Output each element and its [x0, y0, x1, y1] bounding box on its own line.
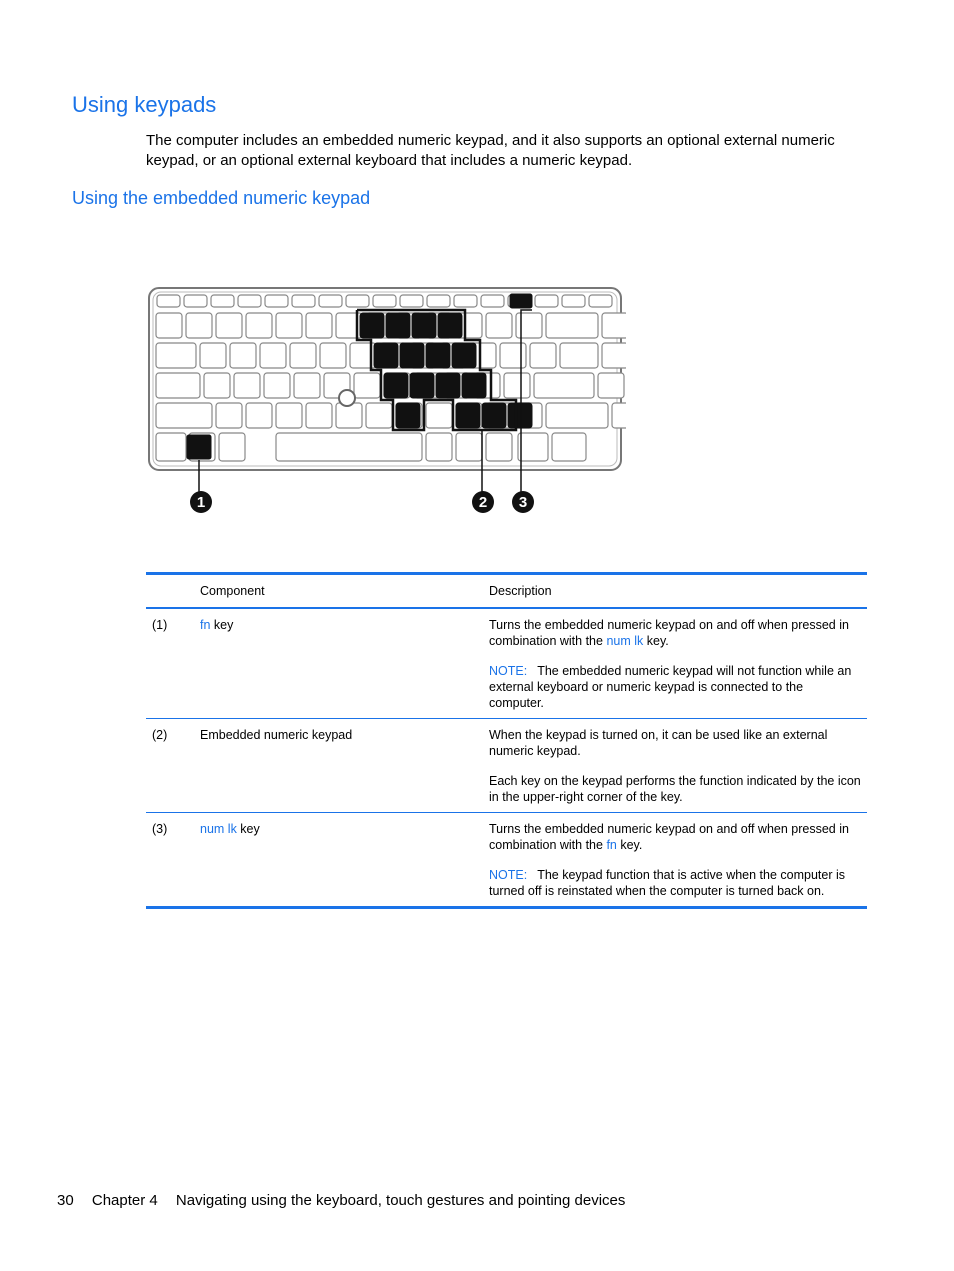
components-table — [146, 572, 867, 909]
key — [552, 433, 586, 461]
keypad-key — [374, 343, 398, 368]
key — [481, 295, 504, 307]
key — [373, 295, 396, 307]
key — [319, 295, 342, 307]
key — [602, 343, 626, 368]
keypad-key — [436, 373, 460, 398]
key — [612, 403, 626, 428]
key — [400, 295, 423, 307]
header-component: Component — [200, 584, 265, 598]
key — [219, 433, 245, 461]
key — [427, 295, 450, 307]
key — [530, 343, 556, 368]
key — [276, 313, 302, 338]
keypad-key — [438, 313, 462, 338]
key — [560, 343, 598, 368]
table-row — [146, 719, 867, 813]
description-text: Each key on the keypad performs the function indicated by the icon in the upper-right corner of the key. — [489, 774, 861, 804]
key — [290, 343, 316, 368]
table-row — [146, 608, 867, 719]
key — [216, 403, 242, 428]
key — [454, 295, 477, 307]
header-number — [146, 574, 194, 609]
key — [306, 403, 332, 428]
keypad-key — [386, 313, 410, 338]
key — [156, 373, 200, 398]
table-row — [146, 813, 867, 908]
key — [186, 313, 212, 338]
component-text: key — [210, 618, 234, 632]
key — [504, 373, 530, 398]
key — [156, 313, 182, 338]
header-description: Description — [489, 584, 552, 598]
keypad-key — [412, 313, 436, 338]
note — [489, 867, 861, 899]
key — [486, 313, 512, 338]
key — [265, 295, 288, 307]
key — [516, 313, 542, 338]
callout-number: 2 — [478, 494, 488, 511]
component-text: key — [236, 822, 260, 836]
key — [156, 433, 186, 461]
key — [354, 373, 380, 398]
key — [200, 343, 226, 368]
page-number: 30 — [57, 1192, 74, 1209]
key — [156, 403, 212, 428]
keypad-key — [482, 403, 506, 428]
keypad-key — [384, 373, 408, 398]
key — [216, 313, 242, 338]
key — [292, 295, 315, 307]
fn-link[interactable]: fn — [606, 838, 617, 852]
key — [602, 313, 626, 338]
num-lk-link[interactable]: num lk — [606, 634, 644, 648]
page-heading: Using keypads — [72, 92, 217, 117]
callout-number: 1 — [196, 494, 206, 511]
fn-key — [187, 435, 211, 459]
key — [500, 343, 526, 368]
key — [238, 295, 261, 307]
note-text: The keypad function that is active when the computer is turned off is reinstated when the computer is turned back on. — [489, 868, 846, 898]
description-part: Turns the embedded numeric keypad on and off when pressed in combination with the — [489, 618, 849, 648]
key — [276, 403, 302, 428]
page-footer — [57, 1192, 639, 1209]
key — [589, 295, 612, 307]
key — [426, 433, 452, 461]
description-part: key. — [643, 634, 669, 648]
description-text — [489, 821, 861, 853]
fn-link[interactable]: fn — [200, 618, 211, 632]
row-number: (2) — [152, 728, 168, 742]
key — [535, 295, 558, 307]
key — [320, 343, 346, 368]
description-text — [489, 617, 861, 649]
key — [204, 373, 230, 398]
keypad-key — [452, 343, 476, 368]
key — [426, 403, 452, 428]
key — [546, 313, 598, 338]
row-component — [194, 813, 483, 908]
section-heading: Using the embedded numeric keypad — [72, 188, 371, 208]
key — [246, 313, 272, 338]
key — [346, 295, 369, 307]
table-header-row — [146, 574, 867, 609]
row-component: Embedded numeric keypad — [200, 728, 353, 742]
keypad-key — [426, 343, 450, 368]
key — [246, 403, 272, 428]
key — [534, 373, 594, 398]
key — [366, 403, 392, 428]
note-text: The embedded numeric keypad will not function while an external keyboard or numeric keypad is connected to the computer. — [489, 664, 852, 710]
key — [562, 295, 585, 307]
description-part: key. — [616, 838, 643, 852]
footer-title: Navigating using the keyboard, touch gestures and pointing devices — [175, 1192, 626, 1209]
row-description — [483, 608, 867, 719]
key — [456, 433, 482, 461]
key — [156, 343, 196, 368]
key — [230, 343, 256, 368]
note-label: NOTE: — [489, 868, 528, 882]
key — [211, 295, 234, 307]
key — [234, 373, 260, 398]
key — [260, 343, 286, 368]
keypad-key — [462, 373, 486, 398]
intro-paragraph: The computer includes an embedded numeric keypad, and it also supports an optional external numeric keypad, or an optional external keyboard that includes a numeric keypad. — [146, 132, 835, 169]
num-lk-key — [510, 294, 532, 308]
row-number: (1) — [152, 618, 168, 632]
row-component — [194, 608, 483, 719]
key — [157, 295, 180, 307]
key — [294, 373, 320, 398]
keypad-key — [400, 343, 424, 368]
key — [306, 313, 332, 338]
keypad-key — [360, 313, 384, 338]
row-description — [483, 813, 867, 908]
key — [598, 373, 624, 398]
description-part: Turns the embedded numeric keypad on and off when pressed in combination with the — [489, 822, 849, 852]
keypad-key — [508, 403, 532, 428]
key — [518, 433, 548, 461]
row-number: (3) — [152, 822, 168, 836]
key — [546, 403, 608, 428]
pointing-stick — [339, 390, 355, 406]
row-description — [483, 719, 867, 813]
callout-number: 3 — [518, 494, 528, 511]
footer-chapter: Chapter 4 — [91, 1192, 158, 1209]
key — [264, 373, 290, 398]
num-lk-link[interactable]: num lk — [200, 822, 237, 836]
keypad-key — [456, 403, 480, 428]
keyboard-illustration — [146, 282, 626, 518]
note-label: NOTE: — [489, 664, 528, 678]
key — [486, 433, 512, 461]
description-text: When the keypad is turned on, it can be used like an external numeric keypad. — [489, 728, 828, 758]
note — [489, 663, 861, 711]
key — [276, 433, 422, 461]
keypad-key — [410, 373, 434, 398]
key — [184, 295, 207, 307]
keypad-key — [396, 403, 420, 428]
